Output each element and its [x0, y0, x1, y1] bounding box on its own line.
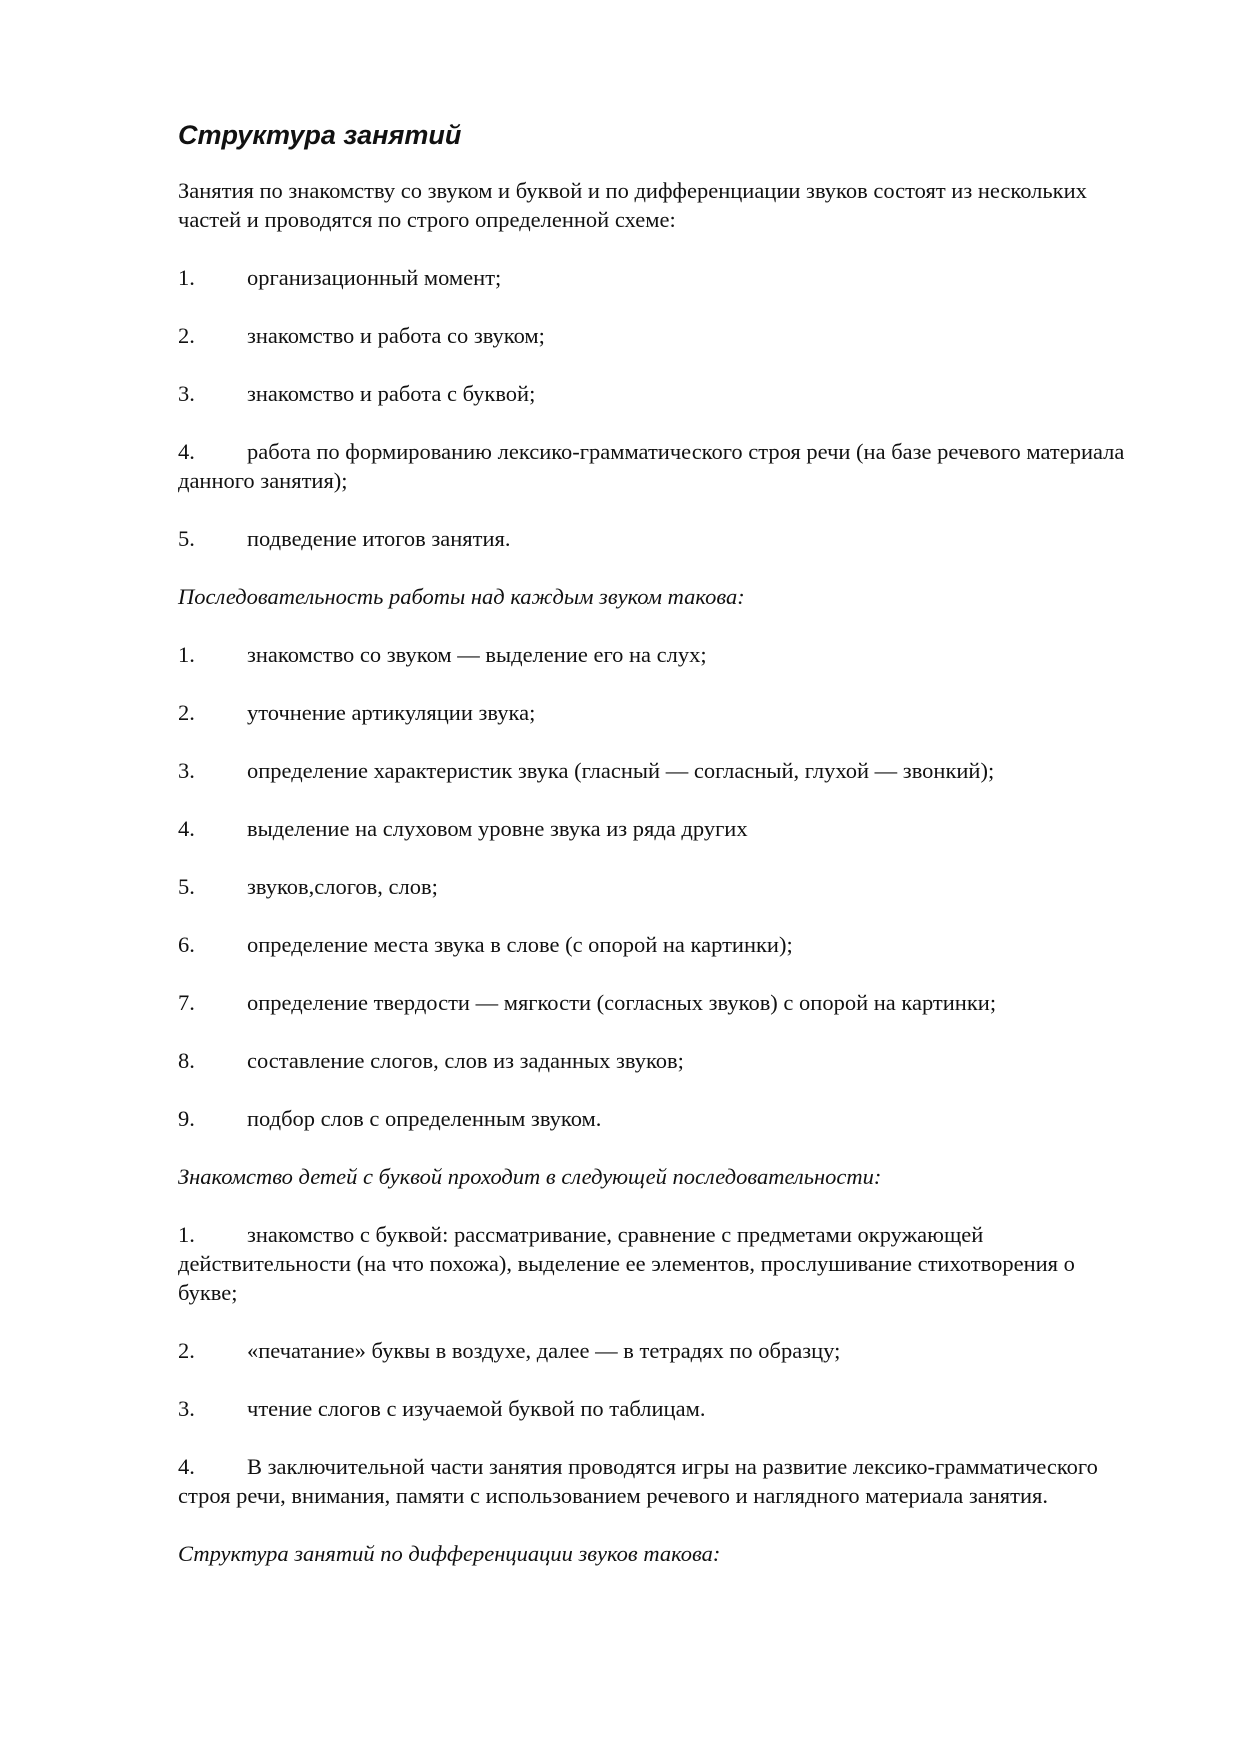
document-body	[178, 118, 1138, 1597]
list-item-number: 1.	[178, 642, 195, 667]
list-item	[178, 930, 1138, 959]
list-item-text: составление слогов, слов из заданных звуков;	[247, 1048, 684, 1073]
list-item-number: 3.	[178, 381, 195, 406]
list-item	[178, 321, 1138, 350]
list-item-number: 2.	[178, 1338, 195, 1363]
list-item-text: В заключительной части занятия проводятся игры на развитие лексико-грамматического строя речи, внимания, памяти с использованием речевого и наглядного материала занятия.	[178, 1454, 1098, 1508]
list-item-number: 3.	[178, 1396, 195, 1421]
list-item-text: выделение на слуховом уровне звука из ряда других	[247, 816, 748, 841]
list-item-text: знакомство и работа с буквой;	[247, 381, 536, 406]
sound-work-list	[178, 640, 1138, 1133]
letter-intro-subheading: Знакомство детей с буквой проходит в следующей последовательности:	[178, 1164, 882, 1189]
list-item-number: 5.	[178, 874, 195, 899]
list-item-number: 2.	[178, 700, 195, 725]
list-item-number: 1.	[178, 1222, 195, 1247]
sound-work-subheading: Последовательность работы над каждым звуком такова:	[178, 584, 745, 609]
intro-paragraph: Занятия по знакомству со звуком и буквой и по дифференциации звуков состоят из нескольких частей и проводятся по строго определенной схеме:	[178, 178, 1087, 232]
list-item-number: 1.	[178, 265, 195, 290]
page-title: Структура занятий	[178, 120, 462, 150]
differentiation-subheading: Структура занятий по дифференциации звуков такова:	[178, 1541, 721, 1566]
list-item	[178, 640, 1138, 669]
list-item-text: организационный момент;	[247, 265, 502, 290]
list-item	[178, 1220, 1138, 1307]
list-item-number: 4.	[178, 439, 195, 464]
list-item-text: знакомство и работа со звуком;	[247, 323, 545, 348]
list-item-text: определение характеристик звука (гласный — согласный, глухой — звонкий);	[247, 758, 995, 783]
list-item	[178, 814, 1138, 843]
list-item	[178, 698, 1138, 727]
list-item-text: звуков,слогов, слов;	[247, 874, 438, 899]
list-item-text: подбор слов с определенным звуком.	[247, 1106, 602, 1131]
list-item-text: работа по формированию лексико-грамматического строя речи (на базе речевого материала данного занятия);	[178, 439, 1125, 493]
list-item-number: 6.	[178, 932, 195, 957]
list-item	[178, 988, 1138, 1017]
list-item	[178, 437, 1138, 495]
list-item-text: определение места звука в слове (с опорой на картинки);	[247, 932, 793, 957]
list-item	[178, 1394, 1138, 1423]
list-item-text: уточнение артикуляции звука;	[247, 700, 536, 725]
list-item-number: 9.	[178, 1106, 195, 1131]
list-item-number: 8.	[178, 1048, 195, 1073]
list-item-text: знакомство с буквой: рассматривание, сравнение с предметами окружающей действительности (на что похожа), выделение ее элементов, прослушивание стихотворения о букве;	[178, 1222, 1075, 1305]
list-item-number: 4.	[178, 816, 195, 841]
list-item-text: подведение итогов занятия.	[247, 526, 511, 551]
list-item	[178, 1046, 1138, 1075]
list-item-text: «печатание» буквы в воздухе, далее — в тетрадях по образцу;	[247, 1338, 841, 1363]
list-item-text: чтение слогов с изучаемой буквой по таблицам.	[247, 1396, 706, 1421]
list-item	[178, 379, 1138, 408]
list-item-text: знакомство со звуком — выделение его на слух;	[247, 642, 707, 667]
list-item-text: определение твердости — мягкости (согласных звуков) с опорой на картинки;	[247, 990, 997, 1015]
lesson-parts-list	[178, 263, 1138, 553]
list-item	[178, 524, 1138, 553]
list-item-number: 2.	[178, 323, 195, 348]
list-item	[178, 756, 1138, 785]
list-item	[178, 872, 1138, 901]
list-item	[178, 263, 1138, 292]
list-item	[178, 1336, 1138, 1365]
list-item-number: 4.	[178, 1454, 195, 1479]
list-item-number: 3.	[178, 758, 195, 783]
list-item	[178, 1104, 1138, 1133]
letter-intro-list	[178, 1220, 1138, 1510]
list-item-number: 7.	[178, 990, 195, 1015]
list-item	[178, 1452, 1138, 1510]
list-item-number: 5.	[178, 526, 195, 551]
